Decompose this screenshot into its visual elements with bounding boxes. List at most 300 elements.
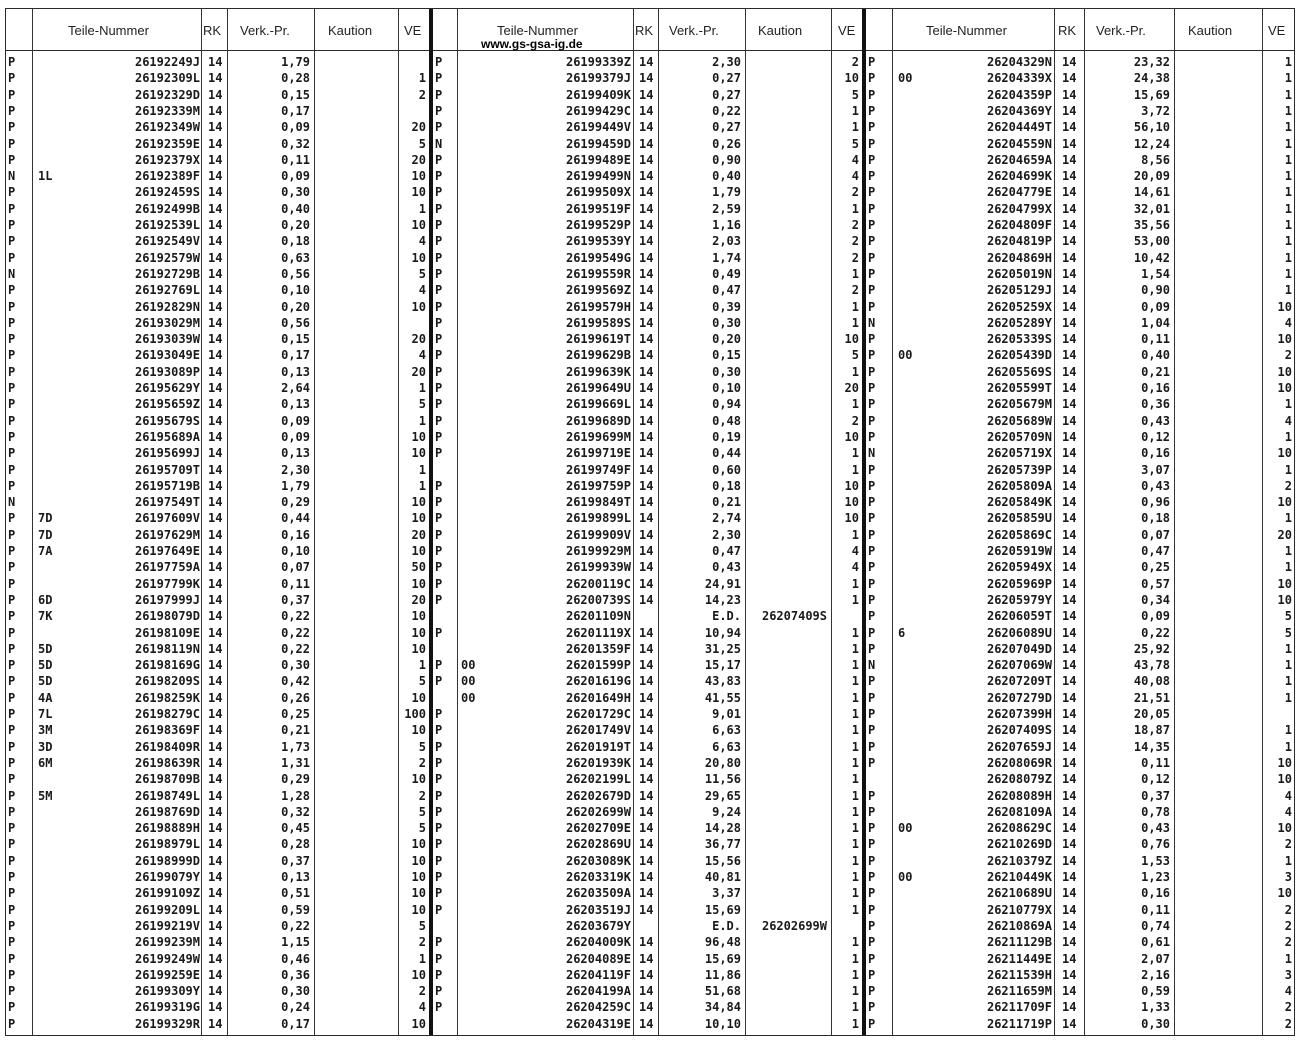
cell-ve: 2 [1284,348,1292,363]
cell-code: 3M [38,723,53,738]
cell-ve: 3 [1284,870,1292,884]
cell-ve: 1 [851,592,859,607]
table-row [866,413,1296,429]
cell-price: 12,24 [1133,136,1170,151]
cell-rk: 14 [1062,201,1077,216]
cell-rk: 14 [208,788,223,803]
cell-part-number: 26199569Z [565,283,631,298]
table-row [6,641,429,657]
cell-price: 0,21 [1141,364,1170,379]
cell-ve: 1 [1284,218,1292,232]
cell-rk: 14 [1062,755,1077,770]
cell-flag: P [435,397,443,412]
cell-rk: 14 [639,136,654,151]
table-row [433,282,862,298]
cell-rk: 14 [639,381,654,395]
cell-flag: P [868,544,876,558]
cell-rk: 14 [1062,870,1077,884]
cell-ve: 10 [411,576,426,591]
cell-part-number: 26205679M [986,397,1052,412]
cell-part-number: 26208089H [986,788,1052,803]
cell-ve: 1 [1284,658,1292,673]
cell-ve: 1 [1284,951,1292,966]
cell-ve: 5 [851,348,859,363]
cell-rk: 14 [208,690,223,705]
cell-ve: 2 [1284,1000,1292,1015]
cell-rk: 14 [1062,152,1077,167]
cell-flag: P [8,234,16,249]
cell-rk: 14 [208,772,223,787]
cell-rk: 14 [639,283,654,298]
cell-price: 0,10 [281,544,310,558]
cell-price: 0,25 [1141,560,1170,575]
cell-rk: 14 [1062,723,1077,738]
cell-flag: P [868,511,876,526]
cell-part-number: 26205849K [986,495,1052,510]
cell-code: 4A [38,690,53,705]
cell-flag: P [8,886,16,901]
cell-flag: P [435,120,443,135]
table-row [433,576,862,592]
cell-flag: P [868,55,876,69]
cell-price: 0,32 [281,136,310,151]
cell-ve: 2 [1284,935,1292,950]
cell-rk: 14 [1062,429,1077,444]
table-row [433,543,862,559]
cell-ve: 4 [851,560,859,575]
table-row [866,951,1296,967]
cell-rk: 14 [639,544,654,558]
cell-price: 0,30 [281,984,310,999]
cell-ve: 1 [851,902,859,917]
cell-part-number: 26211539H [986,967,1052,982]
table-row [866,87,1296,103]
cell-flag: P [8,870,16,884]
table-row [433,836,862,852]
price-list-panel-2 [433,9,862,1035]
cell-part-number: 26193039W [134,332,200,347]
cell-part-number: 26198169G [134,658,200,673]
table-row [433,657,862,673]
cell-rk: 14 [639,967,654,982]
cell-flag: P [8,1016,16,1031]
cell-rk: 14 [639,870,654,884]
cell-rk: 14 [208,723,223,738]
cell-ve: 10 [411,641,426,656]
cell-part-number: 26199699M [565,429,631,444]
cell-part-number: 26205739P [986,462,1052,477]
table-row [6,576,429,592]
cell-part-number: 26204259C [565,1000,631,1015]
table-row [6,1016,429,1032]
cell-rk: 14 [639,641,654,656]
cell-price: 0,22 [281,625,310,640]
cell-part-number: 26207409S [986,723,1052,738]
cell-part-number: 26199489E [565,152,631,167]
cell-rk: 14 [1062,136,1077,151]
cell-code: 6M [38,755,53,770]
table-row [6,967,429,983]
cell-flag: P [435,967,443,982]
cell-price: 0,57 [1141,576,1170,591]
cell-rk: 14 [639,152,654,167]
cell-flag: P [435,870,443,884]
cell-price: 0,18 [281,234,310,249]
table-row [433,739,862,755]
cell-rk: 14 [639,413,654,428]
cell-ve: 1 [851,527,859,542]
cell-rk: 14 [639,201,654,216]
cell-flag: P [435,478,443,493]
table-row [866,918,1296,934]
table-row [6,706,429,722]
table-row [866,315,1296,331]
cell-price: 0,59 [1141,984,1170,999]
cell-part-number: 26205339S [986,332,1052,347]
cell-part-number: 26199339Z [565,55,631,69]
cell-flag: P [868,299,876,314]
cell-rk: 14 [208,739,223,754]
cell-flag: N [868,315,876,330]
cell-part-number: 26199579H [565,299,631,314]
cell-flag: P [868,283,876,298]
cell-ve: 1 [1284,462,1292,477]
cell-ve: 10 [411,495,426,510]
cell-ve: 10 [1277,299,1292,314]
cell-code: 6 [898,625,906,640]
table-row [433,168,862,184]
table-row [6,722,429,738]
cell-rk: 14 [1062,935,1077,950]
cell-part-number: 26199079Y [134,870,200,884]
table-row [433,918,862,934]
cell-price: 0,40 [712,169,741,184]
cell-price: 15,69 [704,951,741,966]
cell-rk: 14 [208,755,223,770]
cell-price: 0,36 [281,967,310,982]
cell-part-number: 26202869U [565,837,631,852]
cell-ve: 1 [851,674,859,689]
cell-ve: 1 [851,397,859,412]
cell-code: 00 [898,71,913,86]
cell-part-number: 26200739S [565,592,631,607]
cell-price: 0,63 [281,250,310,265]
table-row [6,592,429,608]
cell-ve: 1 [1284,201,1292,216]
cell-ve: 1 [851,886,859,901]
table-row [6,869,429,885]
table-row [6,885,429,901]
cell-flag: P [8,446,16,461]
cell-rk: 14 [1062,71,1077,86]
cell-price: E.D. [712,609,741,624]
cell-ve: 1 [1284,234,1292,249]
cell-ve: 10 [844,495,859,510]
cell-flag: P [435,886,443,901]
cell-rk: 14 [1062,462,1077,477]
table-row [866,576,1296,592]
cell-rk: 14 [639,690,654,705]
cell-code: 7K [38,609,53,624]
cell-ve: 10 [411,1016,426,1031]
cell-rk: 14 [208,674,223,689]
header-rk: RK [635,23,654,38]
cell-part-number: 26207069W [986,658,1052,673]
cell-rk: 14 [639,592,654,607]
cell-rk: 14 [639,658,654,673]
cell-ve: 20 [844,381,859,395]
cell-flag: P [8,984,16,999]
cell-price: 0,49 [712,266,741,281]
cell-rk: 14 [1062,902,1077,917]
cell-ve: 10 [411,218,426,232]
table-row [866,478,1296,494]
cell-flag: P [435,853,443,868]
cell-flag: P [435,837,443,852]
cell-flag: P [868,527,876,542]
cell-code: 6D [38,592,53,607]
cell-rk: 14 [208,544,223,558]
cell-kaution: 26202699W [761,918,827,933]
cell-part-number: 26199499N [565,169,631,184]
cell-ve: 1 [1284,283,1292,298]
cell-ve: 5 [851,136,859,151]
cell-price: 1,79 [281,55,310,69]
table-row [6,282,429,298]
cell-ve: 10 [1277,755,1292,770]
table-row [6,136,429,152]
cell-flag: P [8,55,16,69]
cell-price: 20,80 [704,755,741,770]
cell-flag: P [8,283,16,298]
cell-rk: 14 [208,413,223,428]
table-row [6,755,429,771]
cell-flag: P [8,201,16,216]
cell-ve: 10 [411,690,426,705]
table-row [433,462,862,478]
cell-price: 0,40 [281,201,310,216]
cell-price: 14,61 [1133,185,1170,200]
cell-price: 0,11 [281,152,310,167]
cell-part-number: 26199559R [565,266,631,281]
cell-ve: 10 [411,772,426,787]
cell-price: 15,69 [1133,87,1170,102]
table-row [433,625,862,641]
table-row [433,478,862,494]
cell-part-number: 26208069R [986,755,1052,770]
cell-rk: 14 [1062,120,1077,135]
cell-rk: 14 [639,804,654,819]
cell-price: 10,42 [1133,250,1170,265]
cell-flag: P [8,120,16,135]
table-row [433,152,862,168]
cell-ve: 1 [1284,853,1292,868]
cell-part-number: 26207399H [986,707,1052,721]
header-kaution: Kaution [1188,23,1233,38]
cell-flag: P [868,71,876,86]
table-row [6,445,429,461]
cell-rk: 14 [208,71,223,86]
cell-price: 0,10 [281,283,310,298]
cell-flag: P [435,250,443,265]
header-ve: VE [404,23,422,38]
cell-part-number: 26202699W [565,804,631,819]
cell-rk: 14 [208,266,223,281]
table-row [866,168,1296,184]
cell-price: 0,56 [281,266,310,281]
cell-part-number: 26201109N [565,609,631,624]
cell-part-number: 26204809F [986,218,1052,232]
table-row [6,413,429,429]
cell-ve: 5 [418,397,426,412]
cell-part-number: 26192729B [134,266,200,281]
table-row [866,641,1296,657]
price-list-sheet [5,8,1295,1036]
cell-part-number: 26193049E [134,348,200,363]
cell-flag: P [868,250,876,265]
cell-ve: 4 [1284,984,1292,999]
cell-rk: 14 [208,592,223,607]
cell-flag: P [8,804,16,819]
cell-part-number: 26201919T [565,739,631,754]
cell-ve: 10 [1277,772,1292,787]
cell-price: 23,32 [1133,55,1170,69]
cell-price: 43,83 [704,674,741,689]
cell-flag: P [435,495,443,510]
cell-code: 7D [38,527,53,542]
cell-rk: 14 [208,576,223,591]
cell-ve: 1 [851,984,859,999]
cell-flag: P [8,935,16,950]
cell-flag: P [868,739,876,754]
cell-rk: 14 [639,495,654,510]
cell-ve: 2 [851,55,859,69]
cell-flag: P [435,527,443,542]
table-row [866,70,1296,86]
cell-code: 00 [898,870,913,884]
cell-rk: 14 [208,641,223,656]
cell-code: 00 [461,690,476,705]
cell-rk: 14 [639,837,654,852]
cell-price: 0,12 [1141,429,1170,444]
cell-rk: 14 [639,103,654,118]
cell-rk: 14 [1062,299,1077,314]
cell-rk: 14 [208,560,223,575]
cell-price: 0,09 [281,169,310,184]
cell-part-number: 26199429C [565,103,631,118]
cell-ve: 1 [418,381,426,395]
cell-rk: 14 [1062,315,1077,330]
cell-rk: 14 [1062,886,1077,901]
cell-flag: P [435,804,443,819]
cell-price: 2,30 [281,462,310,477]
cell-price: 1,79 [281,478,310,493]
table-row [433,266,862,282]
cell-rk: 14 [639,951,654,966]
table-row [6,918,429,934]
cell-part-number: 26203679Y [565,918,631,933]
cell-ve: 2 [851,283,859,298]
table-row [433,527,862,543]
cell-rk: 14 [639,723,654,738]
cell-ve: 1 [418,413,426,428]
cell-part-number: 26204119F [565,967,631,982]
cell-rk: 14 [208,103,223,118]
cell-rk: 14 [208,967,223,982]
table-row [866,1016,1296,1032]
table-row [866,347,1296,363]
header-verk-pr: Verk.-Pr. [240,23,290,38]
cell-part-number: 26198409R [134,739,200,754]
cell-part-number: 26198769D [134,804,200,819]
cell-rk: 14 [208,397,223,412]
cell-flag: P [435,413,443,428]
table-row [6,201,429,217]
cell-flag: P [868,218,876,232]
cell-part-number: 26199749F [565,462,631,477]
cell-rk: 14 [208,804,223,819]
cell-flag: P [8,1000,16,1015]
cell-part-number: 26199689D [565,413,631,428]
table-row [866,250,1296,266]
cell-part-number: 26201599P [565,658,631,673]
cell-part-number: 26198079D [134,609,200,624]
cell-part-number: 26208629C [986,821,1052,836]
cell-part-number: 26199239M [134,935,200,950]
cell-flag: P [435,381,443,395]
cell-price: 18,87 [1133,723,1170,738]
cell-rk: 14 [639,707,654,721]
table-row [433,136,862,152]
cell-part-number: 26193029M [134,315,200,330]
cell-rk: 14 [1062,821,1077,836]
table-row [433,413,862,429]
cell-ve: 1 [851,576,859,591]
table-row [6,103,429,119]
cell-price: 0,43 [712,560,741,575]
cell-flag: P [8,625,16,640]
cell-ve: 1 [418,951,426,966]
cell-price: 0,13 [281,397,310,412]
cell-flag: P [868,804,876,819]
cell-price: 0,60 [712,462,741,477]
cell-ve: 10 [1277,821,1292,836]
table-row [6,510,429,526]
cell-ve: 1 [851,870,859,884]
cell-part-number: 26199449V [565,120,631,135]
cell-part-number: 26199209L [134,902,200,917]
cell-price: 1,04 [1141,315,1170,330]
cell-part-number: 26206089U [986,625,1052,640]
cell-ve: 1 [1284,136,1292,151]
cell-ve: 4 [1284,788,1292,803]
table-row [433,983,862,999]
cell-flag: P [868,886,876,901]
cell-flag: P [8,755,16,770]
cell-rk: 14 [639,674,654,689]
cell-rk: 14 [639,364,654,379]
cell-ve: 1 [851,364,859,379]
cell-ve: 50 [411,560,426,575]
cell-price: 9,24 [712,804,741,819]
cell-rk: 14 [208,837,223,852]
cell-flag: P [435,283,443,298]
cell-part-number: 26205569S [986,364,1052,379]
cell-part-number: 26199939W [565,560,631,575]
cell-price: 0,45 [281,821,310,836]
cell-rk: 14 [208,902,223,917]
cell-part-number: 26192339M [134,103,200,118]
